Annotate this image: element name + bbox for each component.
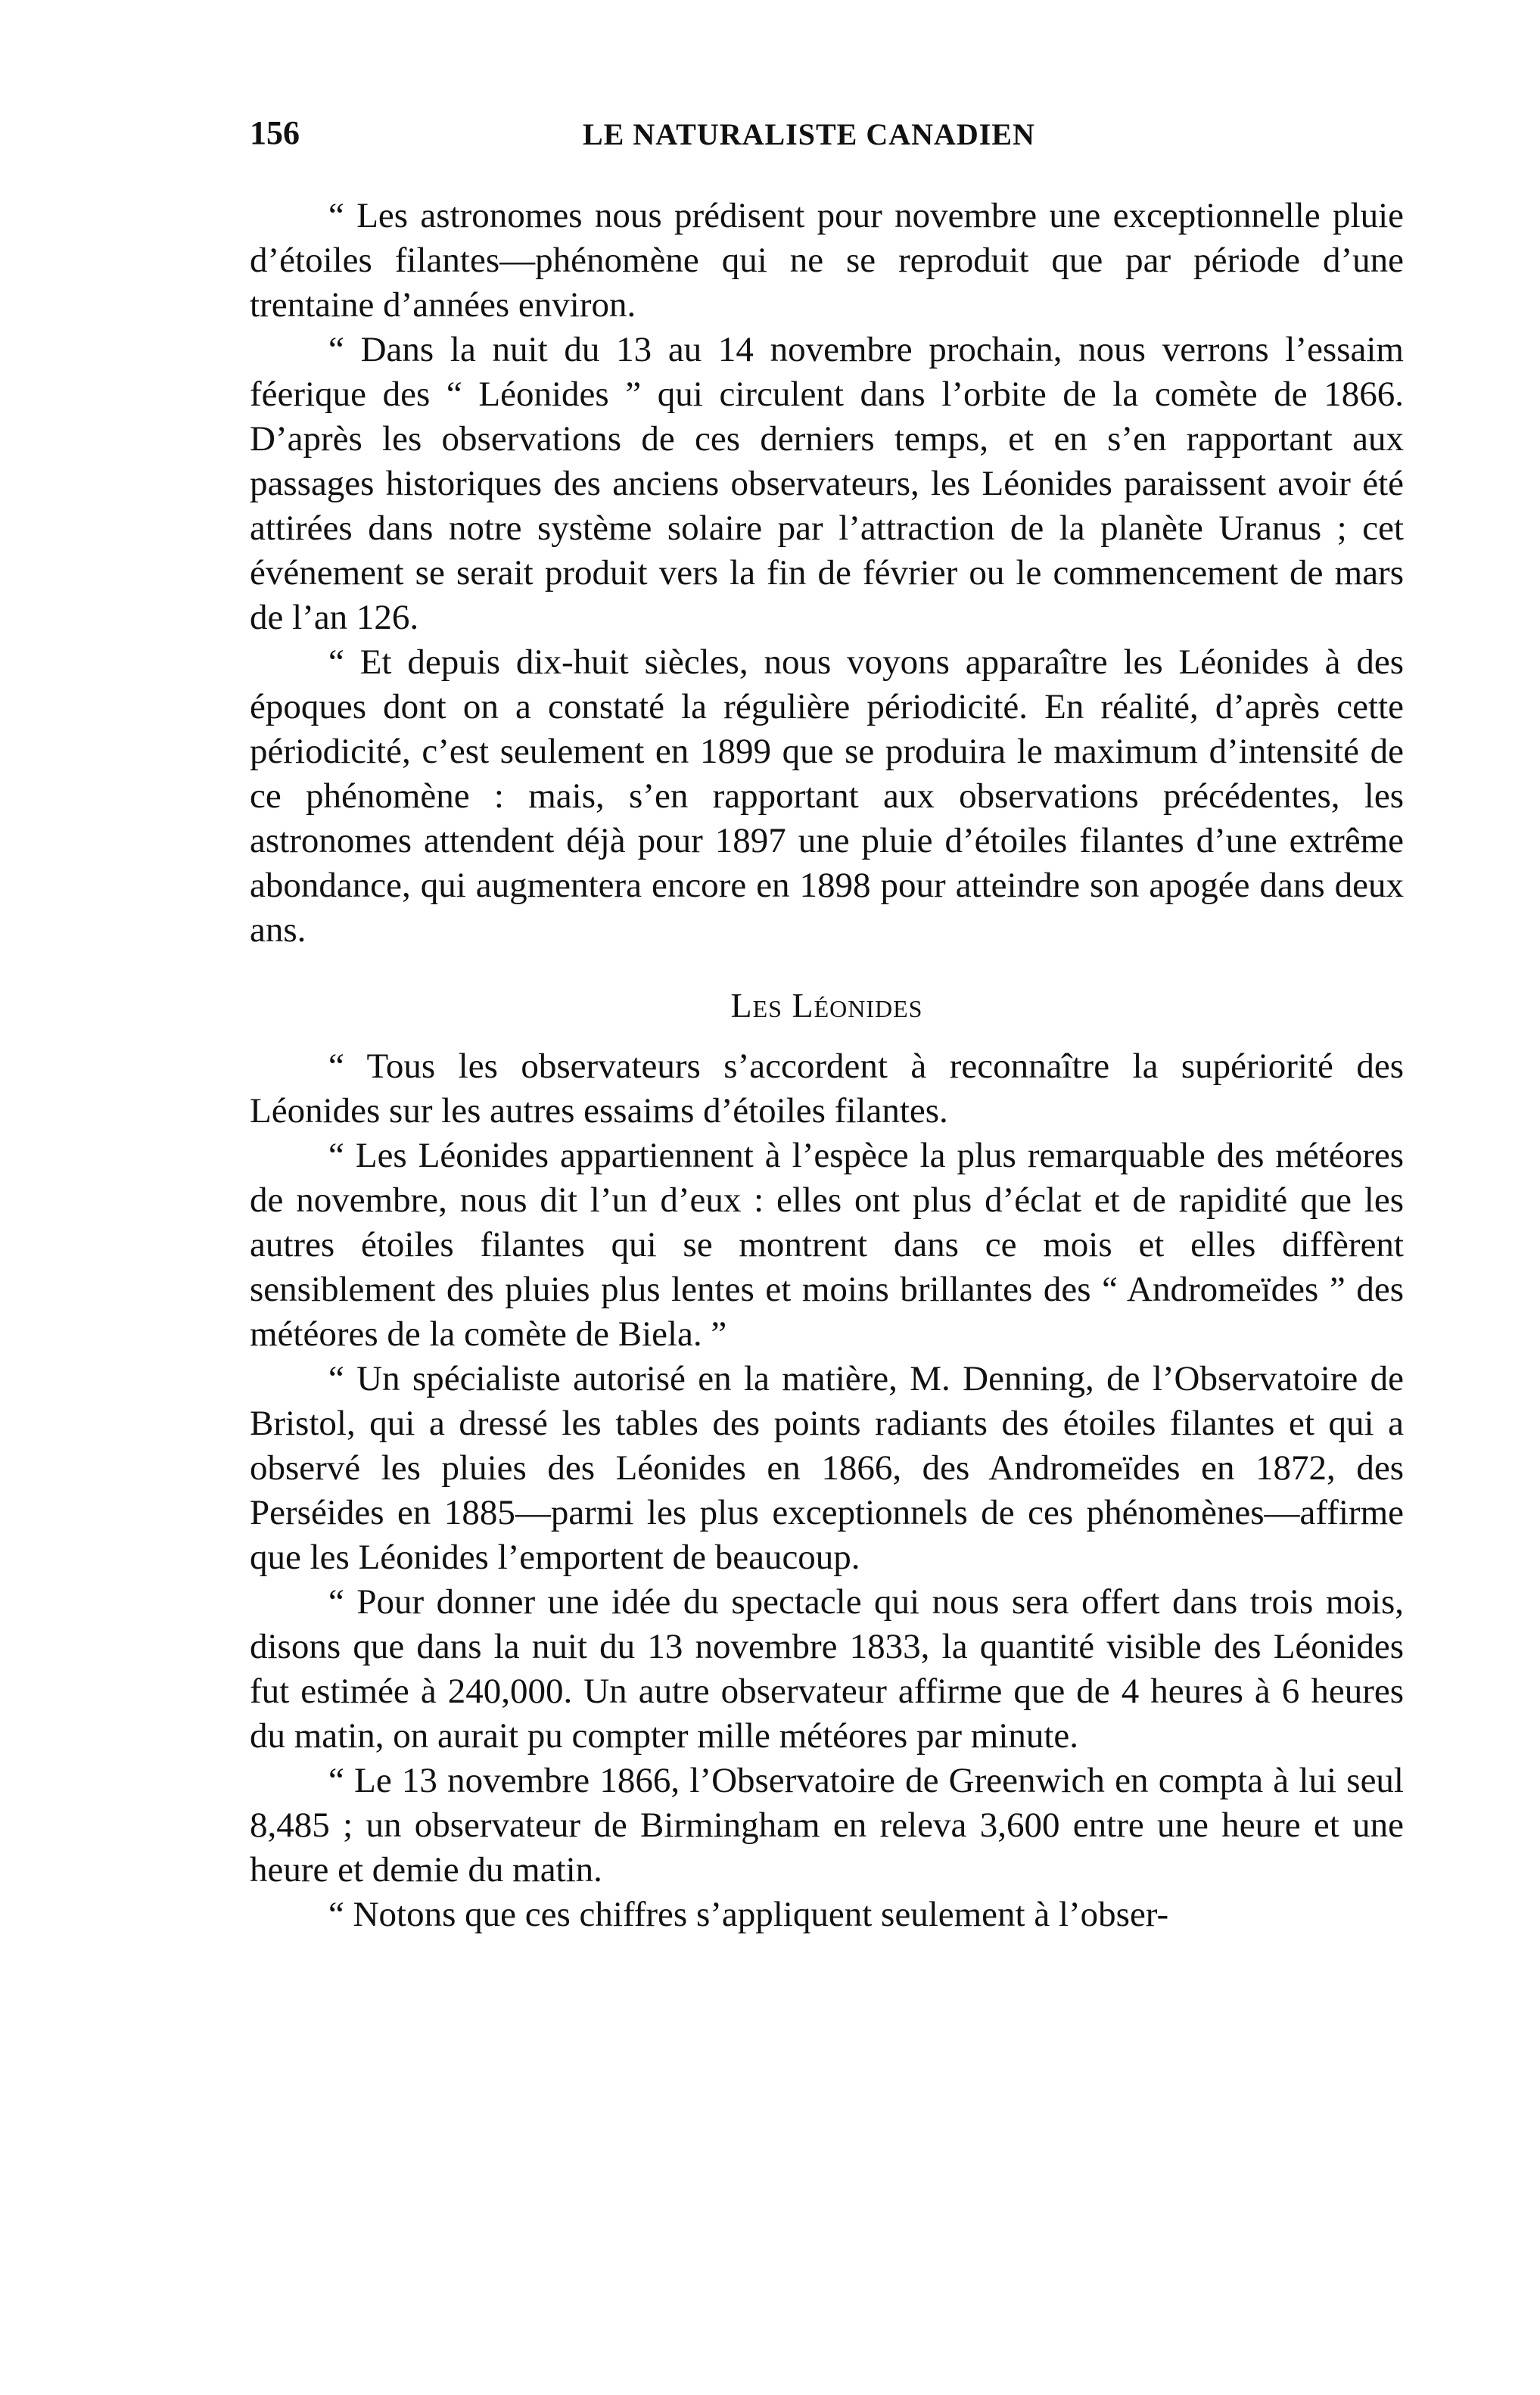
paragraph: “ Tous les observateurs s’accordent à reconnaître la supériorité des Léonides sur les autres essaims d’étoiles filantes. bbox=[250, 1047, 1404, 1131]
paragraph: “ Dans la nuit du 13 au 14 novembre prochain, nous verrons l’essaim féerique des “ Léonides ” qui circulent dans l’orbite de la comète de 1866. D’après les observations de ces derniers temps, et en s’en rapportant aux passages historiques des anciens observateurs, les Léonides paraissent avoir été attirées dans notre système solaire par l’attraction de la planète Uranus ; cet événement se serait produit vers la fin de février ou le commencement de mars de l’an 126. bbox=[250, 330, 1404, 637]
book-page bbox=[250, 114, 1404, 2338]
paragraph: “ Les astronomes nous prédisent pour novembre une exceptionnelle pluie d’étoiles filantes—phénomène qui ne se reproduit que par période d’une trentaine d’années environ. bbox=[250, 196, 1404, 325]
paragraph: “ Notons que ces chiffres s’appliquent seulement à l’obser- bbox=[328, 1895, 1169, 1934]
paragraph: “ Et depuis dix-huit siècles, nous voyons apparaître les Léonides à des époques dont on a constaté la régulière périodicité. En réalité, d’après cette périodicité, c’est seulement en 1899 que se produira le maximum d’intensité de ce phénomène : mais, s’en rapportant aux observations précédentes, les astronomes attendent déjà pour 1897 une pluie d’étoiles filantes d’une extrême abondance, qui augmentera encore en 1898 pour atteindre son apogée dans deux ans. bbox=[250, 642, 1404, 950]
paragraph: “ Le 13 novembre 1866, l’Observatoire de Greenwich en compta à lui seul 8,485 ; un observateur de Birmingham en releva 3,600 entre une heure et une heure et demie du matin. bbox=[250, 1761, 1404, 1890]
running-title: LE NATURALISTE CANADIEN bbox=[583, 117, 1035, 151]
section-heading: Les Léonides bbox=[730, 986, 923, 1025]
running-head bbox=[250, 114, 1404, 166]
paragraph: “ Pour donner une idée du spectacle qui nous sera offert dans trois mois, disons que dans la nuit du 13 novembre 1833, la quantité visible des Léonides fut estimée à 240,000. Un autre observateur affirme que de 4 heures à 6 heures du matin, on aurait pu compter mille météores par minute. bbox=[250, 1582, 1404, 1756]
body-text bbox=[250, 194, 1404, 1937]
paragraph: “ Un spécialiste autorisé en la matière, M. Denning, de l’Observatoire de Bristol, qui a dressé les tables des points radiants des étoiles filantes et qui a observé les pluies des Léonides en 1866, des Andromeïdes en 1872, des Perséides en 1885—parmi les plus exceptionnels de ces phénomènes—affirme que les Léonides l’emportent de beaucoup. bbox=[250, 1359, 1404, 1577]
page-number: 156 bbox=[250, 114, 300, 151]
paragraph: “ Les Léonides appartiennent à l’espèce la plus remarquable des météores de novembre, nous dit l’un d’eux : elles ont plus d’éclat et de rapidité que les autres étoiles filantes qui se montrent dans ce mois et elles diffèrent sensiblement des pluies plus lentes et moins brillantes des “ Andromeïdes ” des météores de la comète de Biela. ” bbox=[250, 1136, 1404, 1354]
